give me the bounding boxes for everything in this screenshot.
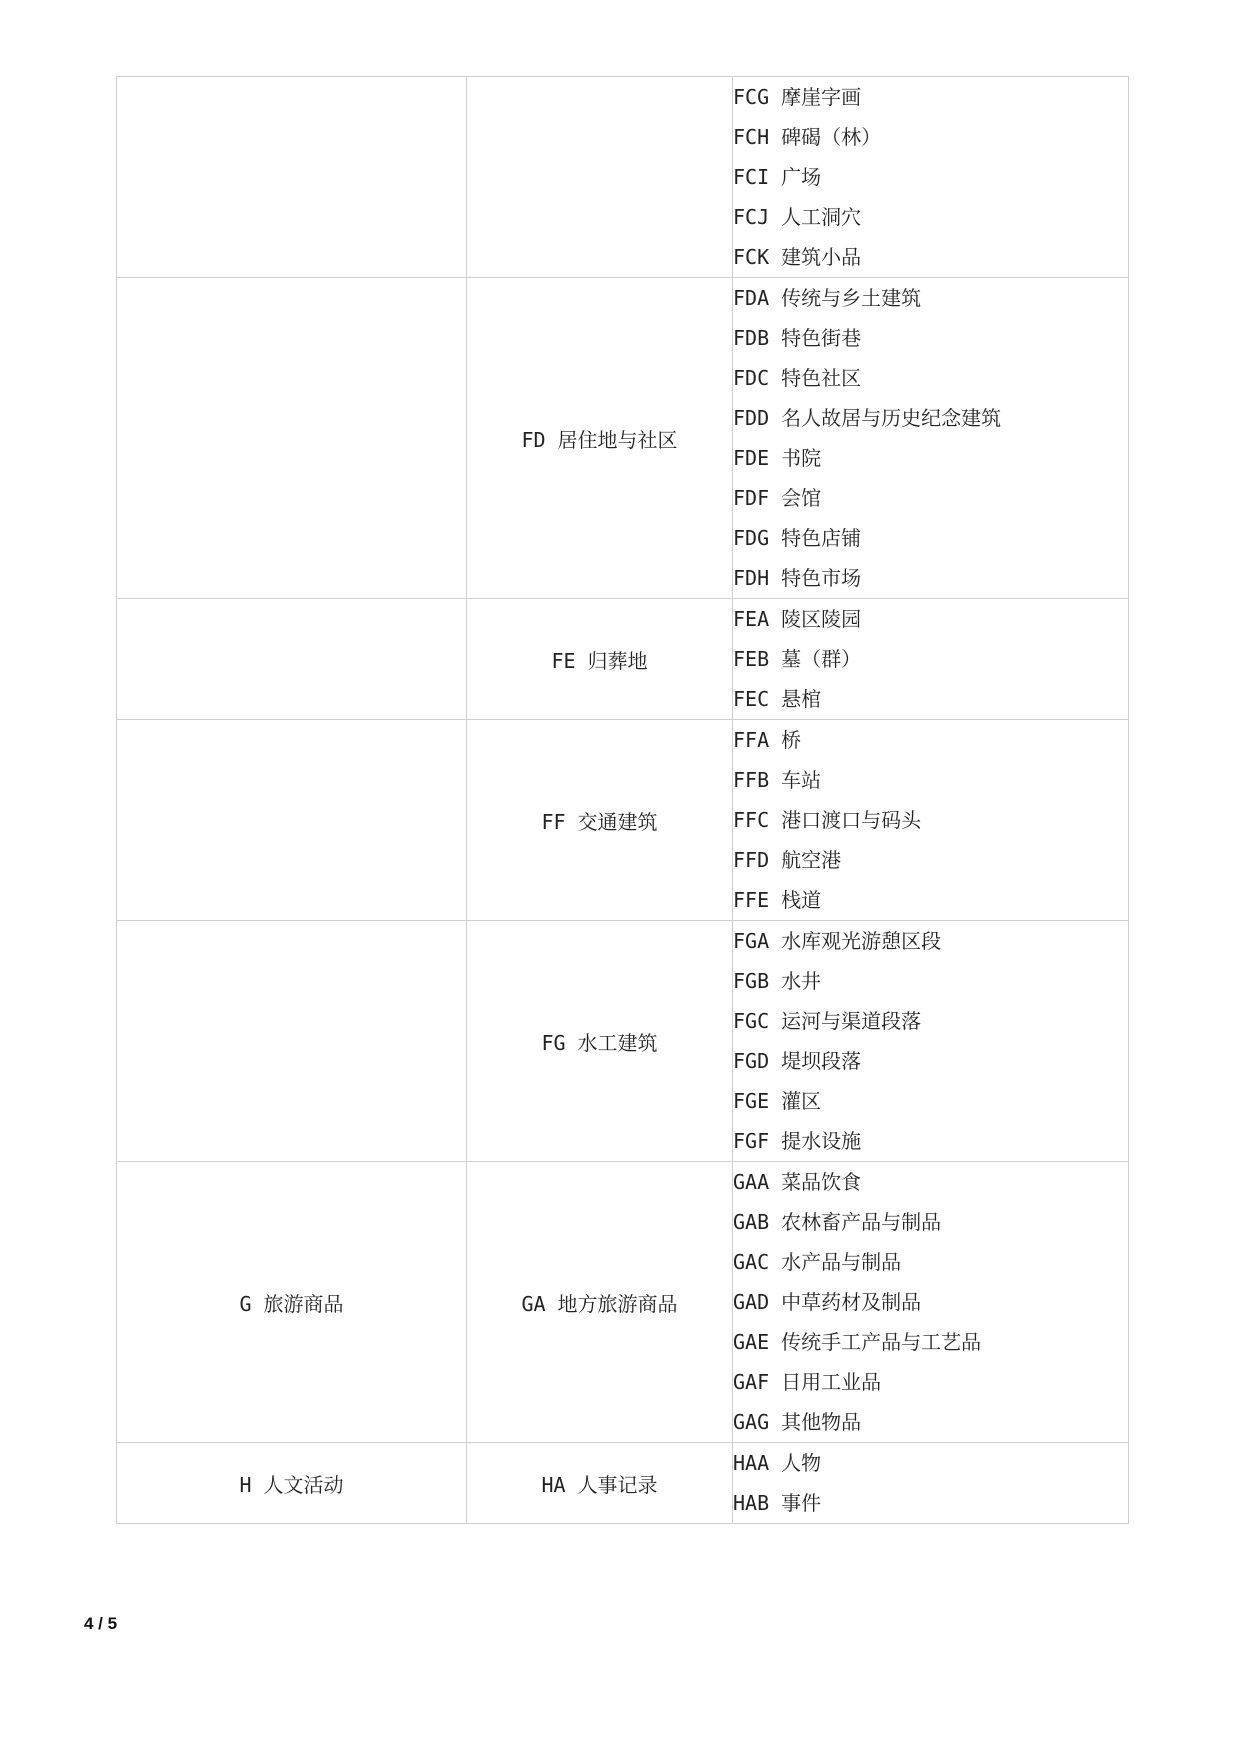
resource-classification-table <box>116 76 1129 1524</box>
basic-type-list-cell <box>733 1443 1129 1524</box>
main-category-cell <box>117 599 467 720</box>
basic-type-item: GAE 传统手工产品与工艺品 <box>733 1330 982 1354</box>
table-body <box>117 77 1129 1524</box>
basic-type-item: GAF 日用工业品 <box>733 1370 882 1394</box>
basic-type-list-cell <box>733 77 1129 278</box>
basic-type-item: FCG 摩崖字画 <box>733 85 862 109</box>
table-row <box>117 278 1129 599</box>
basic-type-item: FCJ 人工洞穴 <box>733 205 862 229</box>
main-category-cell <box>117 720 467 921</box>
basic-type-item: FFC 港口渡口与码头 <box>733 808 922 832</box>
basic-type-item: FDC 特色社区 <box>733 366 862 390</box>
basic-type-item: FFB 车站 <box>733 768 822 792</box>
basic-type-item: FGD 堤坝段落 <box>733 1049 862 1073</box>
basic-type-list-cell <box>733 720 1129 921</box>
sub-category-cell: FD 居住地与社区 <box>467 278 733 599</box>
basic-type-item: FGC 运河与渠道段落 <box>733 1009 922 1033</box>
basic-type-item: FDH 特色市场 <box>733 566 862 590</box>
main-category-cell: G 旅游商品 <box>117 1162 467 1443</box>
table-row <box>117 1443 1129 1524</box>
basic-type-item: FCK 建筑小品 <box>733 245 862 269</box>
sub-category-cell <box>467 77 733 278</box>
basic-type-item: GAB 农林畜产品与制品 <box>733 1210 942 1234</box>
main-category-cell <box>117 77 467 278</box>
basic-type-list-cell <box>733 1162 1129 1443</box>
sub-category-cell: FE 归葬地 <box>467 599 733 720</box>
basic-type-item: HAA 人物 <box>733 1451 822 1475</box>
basic-type-item: FFA 桥 <box>733 728 802 752</box>
table-row <box>117 1162 1129 1443</box>
basic-type-item: FEA 陵区陵园 <box>733 607 862 631</box>
main-category-cell <box>117 921 467 1162</box>
basic-type-list-cell <box>733 921 1129 1162</box>
table-row <box>117 921 1129 1162</box>
basic-type-item: GAG 其他物品 <box>733 1410 862 1434</box>
main-category-cell: H 人文活动 <box>117 1443 467 1524</box>
basic-type-item: HAB 事件 <box>733 1491 822 1515</box>
basic-type-list-cell <box>733 278 1129 599</box>
table-row <box>117 599 1129 720</box>
basic-type-item: FFE 栈道 <box>733 888 822 912</box>
page-number: 4 / 5 <box>84 1614 118 1633</box>
basic-type-item: GAC 水产品与制品 <box>733 1250 902 1274</box>
basic-type-item: FCH 碑碣（林） <box>733 125 882 149</box>
basic-type-item: GAA 菜品饮食 <box>733 1170 862 1194</box>
basic-type-item: FDG 特色店铺 <box>733 526 862 550</box>
basic-type-item: FGB 水井 <box>733 969 822 993</box>
basic-type-item: GAD 中草药材及制品 <box>733 1290 922 1314</box>
basic-type-item: FEC 悬棺 <box>733 687 822 711</box>
basic-type-item: FDE 书院 <box>733 446 822 470</box>
basic-type-item: FEB 墓（群） <box>733 647 862 671</box>
basic-type-item: FDD 名人故居与历史纪念建筑 <box>733 406 1002 430</box>
sub-category-cell: HA 人事记录 <box>467 1443 733 1524</box>
sub-category-cell: GA 地方旅游商品 <box>467 1162 733 1443</box>
sub-category-cell: FG 水工建筑 <box>467 921 733 1162</box>
sub-category-cell: FF 交通建筑 <box>467 720 733 921</box>
basic-type-item: FCI 广场 <box>733 165 822 189</box>
table-row <box>117 720 1129 921</box>
table-row <box>117 77 1129 278</box>
basic-type-item: FFD 航空港 <box>733 848 842 872</box>
basic-type-item: FDF 会馆 <box>733 486 822 510</box>
basic-type-item: FGA 水库观光游憩区段 <box>733 929 942 953</box>
basic-type-item: FDA 传统与乡土建筑 <box>733 286 922 310</box>
basic-type-item: FGE 灌区 <box>733 1089 822 1113</box>
basic-type-item: FGF 提水设施 <box>733 1129 862 1153</box>
main-category-cell <box>117 278 467 599</box>
basic-type-list-cell <box>733 599 1129 720</box>
basic-type-item: FDB 特色街巷 <box>733 326 862 350</box>
